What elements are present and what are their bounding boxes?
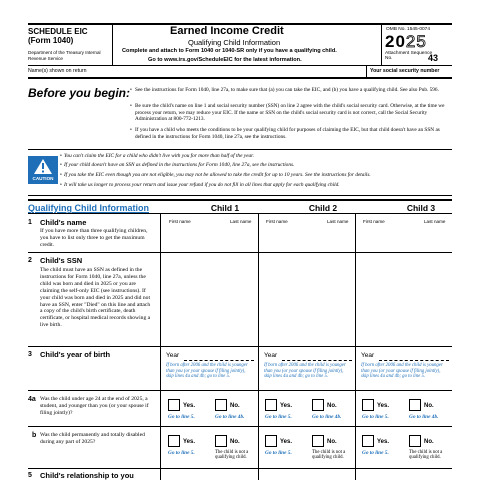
child-2-4a-go-line4b: Go to line 4b. [312,414,342,420]
begin-bullet-1: • See the instructions for Form 1040, line 27a, to make sure that (a) you can take the EIC, and (b) you have a qualifying child. See also Pub. 596. [135,87,455,94]
tax-year-prefix: 20 [385,32,406,51]
child-1-4b-yes-label: Yes. [183,439,196,445]
attach-instruction: Complete and attach to Form 1040 or 1040-SR only if you have a qualifying child. [122,48,337,54]
row-2-number: 2 [28,257,32,264]
child-2-4a-go-line5: Go to line 5. [265,414,292,420]
child-2-4a-no-checkbox[interactable] [312,399,324,411]
department-label: Department of the Treasury Internal Revenue Service [28,50,101,61]
child-1-4a-no-checkbox[interactable] [215,399,227,411]
child-2-ssn-input[interactable] [259,254,354,345]
child-1-4b-no-label: No. [230,439,240,445]
child-2-4b-no-label: No. [327,439,337,445]
child-3-4b-no-checkbox[interactable] [409,435,421,447]
child-2-year-label: Year [264,352,278,359]
child-1-4b-not-qualifying: The child is not a qualifying child. [215,450,249,461]
child-3-last-name-label: Last name [424,219,446,224]
child-1-4a-yes-label: Yes. [183,403,196,409]
attachment-sequence-label: Attachment Sequence No. [385,51,433,62]
child-3-year-label: Year [361,352,375,359]
child-3-4b-yes-checkbox[interactable] [362,435,374,447]
child-2-4b-yes-checkbox[interactable] [265,435,277,447]
child-3-4a-go-line5: Go to line 5. [362,414,389,420]
child-2-year-input[interactable] [282,352,352,361]
child-1-4b-no-checkbox[interactable] [215,435,227,447]
child-2-header: Child 2 [308,203,338,213]
child-2-4b-go-line5: Go to line 5. [265,450,292,456]
child-1-4b-yes-checkbox[interactable] [168,435,180,447]
child-1-ssn-input[interactable] [161,254,257,345]
names-shown-label: Name(s) shown on return [28,68,87,74]
row-4b-text: Was the child permanently and totally disabled during any part of 2025? [40,432,145,445]
child-1-year-label: Year [166,352,180,359]
row-3-title: Child's year of birth [40,350,111,359]
row-1-text: If you have more than three qualifying children, you have to list only three to get the maximum credit. [40,228,148,248]
tax-year [385,32,427,52]
child-3-4b-no-label: No. [424,439,434,445]
child-1-4a-no-label: No. [230,403,240,409]
form-subtitle: Qualifying Child Information [188,38,281,47]
row-1-title: Child's name [40,218,87,227]
child-1-4a-yes-checkbox[interactable] [168,399,180,411]
child-3-4b-yes-label: Yes. [377,439,390,445]
child-1-4a-go-line4b: Go to line 4b. [215,414,245,420]
row-3-number: 3 [28,351,32,358]
child-2-name-input[interactable] [259,226,354,251]
child-3-relationship-input[interactable] [356,470,452,480]
child-1-year-note: If born after 2006 and the child is younger than you (or your spouse if filing jointly), skip lines 4a and 4b; go to line 5. [166,363,248,380]
child-3-4b-not-qualifying: The child is not a qualifying child. [409,450,443,461]
caution-line-1: • You can't claim the EIC for a child who didn't live with you for more than half of the year. [64,153,464,159]
child-3-4a-yes-label: Yes. [377,403,390,409]
caution-line-2: • If your child doesn't have an SSN as defined in the instructions for Form 1040, line 27a, see the instructions. [64,162,464,168]
form-number: (Form 1040) [28,36,74,45]
row-2-title: Child's SSN [40,256,83,265]
row-1-number: 1 [28,219,32,226]
child-2-4b-not-qualifying: The child is not a qualifying child. [312,450,346,461]
child-1-relationship-input[interactable] [161,470,257,480]
child-3-ssn-input[interactable] [356,254,452,345]
row-4a-text: Was the child under age 24 at the end of 2025, a student, and younger than you (or your spouse if filing jointly)? [40,396,149,416]
child-1-year-input[interactable] [184,352,254,361]
child-1-4a-go-line5: Go to line 5. [168,414,195,420]
before-you-begin-heading: Before you begin: [28,86,131,100]
tax-year-suffix: 25 [405,32,427,51]
child-1-last-name-label: Last name [230,219,252,224]
caution-badge [28,156,58,184]
row-5-number: 5 [28,472,32,479]
child-3-header: Child 3 [406,203,436,213]
begin-bullet-2: • Be sure the child's name on line 1 and social security number (SSN) on line 2 agree with the child's social security card. Otherwise, at the time we process your return, we may reduce your EIC. If the name or SSN on the child's social security card is not correct, call the Social Security Administration at 800-772-1213. [135,103,455,123]
child-2-first-name-label: First name [266,219,288,224]
row-5-title: Child's relationship to you [40,471,134,480]
child-3-4a-yes-checkbox[interactable] [362,399,374,411]
child-1-first-name-label: First name [169,219,191,224]
child-2-4a-yes-checkbox[interactable] [265,399,277,411]
row-4b-number: b [32,432,37,439]
child-3-4b-go-line5: Go to line 5. [362,450,389,456]
child-3-first-name-label: First name [363,219,385,224]
child-1-4b-go-line5: Go to line 5. [168,450,195,456]
form-main-title: Earned Income Credit [170,25,284,37]
form-title: SCHEDULE EIC [28,27,88,36]
child-1-name-input[interactable] [161,226,257,251]
omb-number: OMB No. 1545-0074 [386,27,430,32]
child-2-4b-yes-label: Yes. [280,439,293,445]
sequence-number: 43 [428,53,439,63]
child-2-4a-no-label: No. [327,403,337,409]
child-3-year-input[interactable] [379,352,449,361]
qualifying-child-info-heading: Qualifying Child Information [28,203,149,213]
child-2-4b-no-checkbox[interactable] [312,435,324,447]
child-2-relationship-input[interactable] [259,470,354,480]
row-4a-number: 4a [28,396,36,403]
child-3-name-input[interactable] [356,226,452,251]
child-2-last-name-label: Last name [327,219,349,224]
your-ssn-label: Your social security number [370,68,440,74]
child-2-4a-yes-label: Yes. [280,403,293,409]
child-3-4a-no-checkbox[interactable] [409,399,421,411]
child-3-year-note: If born after 2006 and the child is younger than you (or your spouse if filing jointly), skip lines 4a and 4b; go to line 5. [361,363,443,380]
child-3-4a-no-label: No. [424,403,434,409]
caution-line-4: • It will take us longer to process your return and issue your refund if you do not fill in all lines that apply for each qualifying child. [64,182,464,188]
child-2-year-note: If born after 2006 and the child is younger than you (or your spouse if filing jointly), skip lines 4a and 4b; go to line 5. [264,363,346,380]
warning-triangle-icon [33,158,53,175]
caution-line-3: • If you take the EIC even though you are not eligible, you may not be allowed to take the credit for up to 10 years. See the instructions for details. [64,172,464,178]
child-1-header: Child 1 [210,203,240,213]
child-3-4a-go-line4b: Go to line 4b. [409,414,439,420]
row-2-text: The child must have an SSN as defined in the instructions for Form 1040, line 27a, unless the child was born and died in 2025 or you are claiming the self-only EIC (see instructions). If your child was born and died in 2025 and did not have an SSN, enter "Died" on this line and attach a copy of the child's birth certificate, death certificate, or hospital medical records showing a live birth. [40,267,151,329]
begin-bullet-3: • If you have a child who meets the conditions to be your qualifying child for purposes of claiming the EIC, but that child doesn't have an SSN as defined in the instructions for Form 1040, line 27a, see the instructions. [135,127,455,140]
caution-label: CAUTION [32,176,54,181]
website-instruction: Go to www.irs.gov/ScheduleEIC for the latest information. [148,57,302,63]
